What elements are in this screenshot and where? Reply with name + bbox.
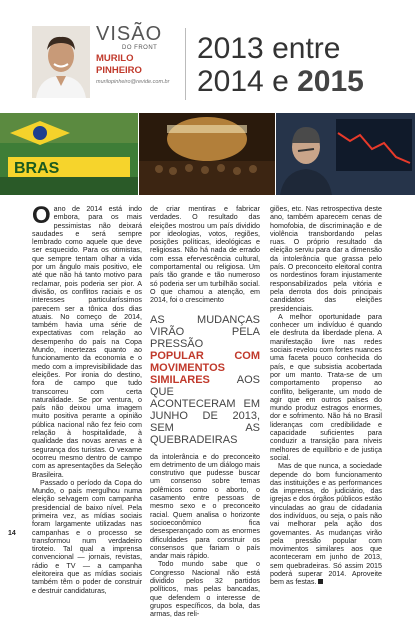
pull-quote-text-b: AOS QUE ACONTECERAM EM JUNHO DE 2013, SEM AS QUEBRADEIRAS (150, 373, 260, 446)
protest-crowd-photo (139, 113, 275, 195)
article-column-2 (150, 205, 260, 619)
header-divider (185, 28, 186, 100)
headline-line-1: 2013 entre (197, 32, 341, 65)
author-email: murilopinheiro@revide.com.br (96, 79, 170, 85)
brazil-fans-photo (0, 113, 138, 195)
fans-banner-text: BRAS (14, 160, 60, 177)
author-photo-icon (32, 26, 90, 98)
section-subtitle: DO FRONT (122, 45, 158, 51)
page-number: 14 (8, 530, 16, 537)
column-header (0, 0, 415, 118)
article-body (0, 202, 415, 619)
photo-strip (0, 113, 415, 195)
paragraph: Todo mundo sabe que o Congresso Nacional não está dividido pelos 32 partidos políticos, mas pelas bancadas, que defendem o interesse de grupos específicos, da bola, das armas, das reli- (150, 560, 260, 619)
stock-market-image (276, 113, 415, 195)
author-first-name: MURILO (96, 53, 134, 64)
article-column-1 (32, 202, 142, 595)
author-last-name: PINHEIRO (96, 65, 142, 76)
paragraph: A melhor oportunidade para conhecer um indivíduo é quando ele desfruta da liberdade plena. A manifestação livre nas redes sociais revelou com fortes nuances uma faceta pouco conhecida do país, e que subsistia acobertada por um manto. Trata-se de um comportamento propenso ao conflito, beligerante, um modo de agir que em outros países do mundo produz estragos enormes, dor e sofrimento. Não há no Brasil lideranças com credibilidade e capacidade suficientes para conduzir a transição para níveis melhores de equilíbrio e de justiça social. (270, 312, 382, 462)
author-portrait (32, 26, 90, 98)
paragraph-text: ano de 2014 está indo embora, para os mais pessimistas não deixará saudades e será sempre lembrado como aquele que deve ser esquecido. Para os otimistas, que sempre tentam olhar a vida por um ângulo mais positivo, ele até que não há tanto motivo para reclamar, pois poderia ser pior. A divisão, os conflitos raciais e os interesses particularíssimos parecem ser a tônica dos dias atuais. No começo de 2014, também havia uma série de expectativas com relação ao desempenho do país na Copa Mundo, incertezas quanto ao funcionamento da economia e o medo com a imprevisibilidade das eleições. Por ironia do destino, fora de campo que tudo transcorreu com certa naturalidade. Se por ventura, o país não deixou uma imagem muito positiva perante a opinião pública nacional não fez feio com relação à hospitalidade, à qualidade das novas arenas e à segurança dos turistas. O vexame ocorreu mesmo dentro de campo com as apresentações da Seleção Brasileira. (32, 205, 142, 479)
headline-year-bold: 2015 (297, 65, 364, 98)
article-column-3 (270, 205, 382, 587)
paragraph: da intolerância e do preconceito em detrimento de um diálogo mais construtivo que pudesse buscar um consenso sobre temas polêmicos como o aborto, o casamento entre pessoas de mesmo sexo e o preconceito racial. Quem analisa o horizonte socioeconômico fica desesperançado com as enormes dificuldades para construir os consensos que fariam o país andar mais rápido. (150, 452, 260, 561)
paragraph-text: Mas de que nunca, a sociedade depende do bom funcionamento das instituições e as performances da imprensa, do judiciário, das igrejas e dos órgãos públicos estão vinculadas ao grau de cidadania dos indivíduos, ou seja, o país não vai melhorar pela ação dos governantes. As mudanças virão pela pressão popular com movimentos similares aos que aconteceram em junho de 2013, sem quebradeiras. Só assim 2015 poderá superar 2014. Aproveite bem as festas. (270, 462, 382, 587)
pull-quote (150, 314, 260, 446)
pull-quote-emphasis: POPULAR COM MOVIMENTOS SIMILARES (150, 349, 260, 386)
paragraph (270, 462, 382, 586)
stock-market-photo (276, 113, 415, 195)
pull-quote-text-a: AS MUDANÇAS VIRÃO PELA PRESSÃO (150, 313, 260, 350)
article-headline (197, 32, 407, 98)
drop-cap: O (32, 202, 51, 229)
brazil-fans-image (0, 113, 138, 195)
paragraph (32, 202, 142, 479)
section-title: VISÃO (96, 23, 163, 45)
headline-line-2-text: 2014 e (197, 65, 298, 98)
protest-crowd-image (139, 113, 275, 195)
paragraph: de criar mentiras e fabricar verdades. O resultado das eleições mostrou um país dividido por ideologias, votos, regiões, posições políticas, ideológicas e religiosas. Não há nada de errado com essa efervescência cultural, comportamental ou religiosa. Um país tão grande e tão numeroso só poderia ser um turbilhão social. O que chamou a atenção, em 2014, foi o crescimento (150, 205, 260, 305)
paragraph: giões, etc. Nas retrospectiva deste ano, também aparecem cenas de homofobia, de discriminação e de violência transbordando pelas ruas. O próprio resultado da eleição serviu para dar a dimensão da intolerância que grassa pelo país. O preconceito eleitoral contra os nordestinos foram injustamente responsabilizados pela vitória e pela derrota dos dois principais candidatos das eleições presidenciais. (270, 205, 382, 313)
headline-line-2 (197, 65, 407, 98)
paragraph: Passado o período da Copa do Mundo, o país mergulhou numa eleição selvagem com campanha presidencial de baixo nível. Pela primeira vez, as mídias sociais foram largamente utilizadas nas campanhas e o processo se transformou num verdadeiro tiroteio. Tal qual a imprensa convencional — jornais, revistas, rádio e TV — a campanha eleitoreira que as mídias sociais também têm o poder de construir e destruir candidaturas, (32, 478, 142, 595)
end-mark-icon (318, 579, 323, 584)
